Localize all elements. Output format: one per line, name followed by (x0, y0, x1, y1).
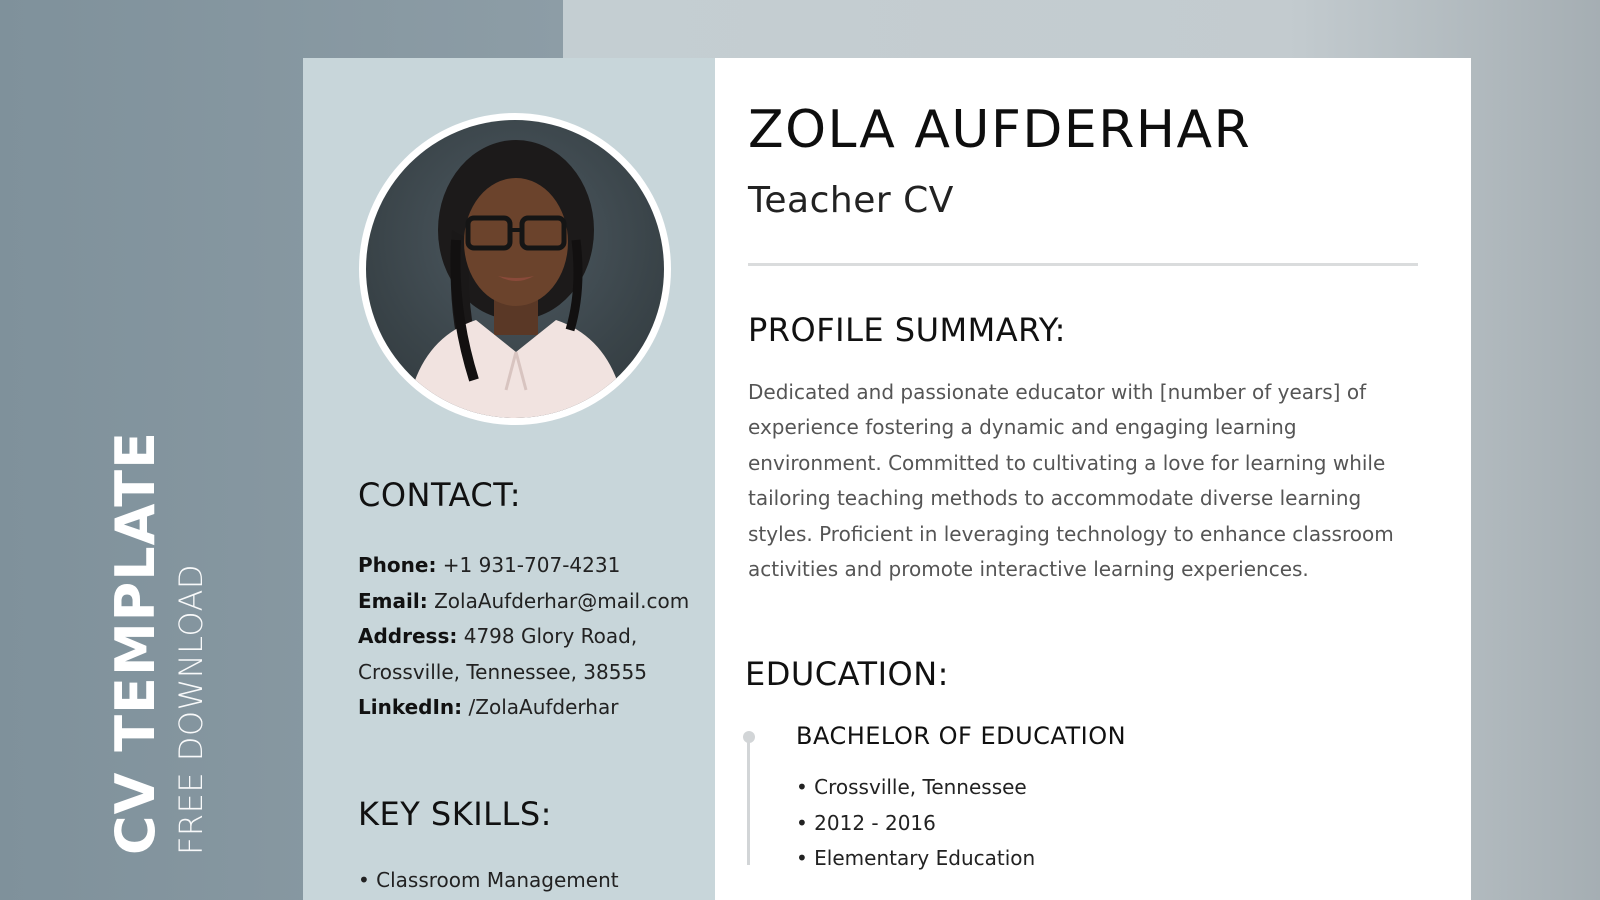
banner-subtitle: FREE DOWNLOAD (172, 564, 210, 855)
address-line-2: Crossville, Tennessee, 38555 (358, 659, 647, 684)
cv-subtitle: Teacher CV (748, 180, 954, 221)
linkedin-label: LinkedIn: (358, 695, 463, 719)
email-label: Email: (358, 588, 428, 613)
education-details (796, 770, 1035, 877)
contact-address (358, 619, 689, 655)
profile-photo (366, 120, 664, 418)
profile-summary: Dedicated and passionate educator with [number of years] of experience fostering a dynamic and engaging learning environment. Committed to cultivating a love for learning while tailoring teaching methods to accommodate diverse learning styles. Proficient in leveraging technology to enhance classroom activities and promote interactive learning experiences. (748, 380, 1394, 582)
skills-list (358, 863, 619, 898)
contact-linkedin (358, 690, 689, 726)
contact-email (358, 584, 689, 620)
contact-phone (358, 548, 689, 584)
contact-info (358, 548, 689, 726)
timeline-line (747, 740, 750, 865)
education-field: • Elementary Education (796, 846, 1036, 870)
degree-title: BACHELOR OF EDUCATION (796, 722, 1127, 750)
education-location: • Crossville, Tennessee (796, 775, 1027, 799)
banner-title: CV TEMPLATE (104, 431, 167, 855)
header-divider (748, 263, 1418, 266)
address-line-1: 4798 Glory Road, (463, 624, 638, 648)
person-name: ZOLA AUFDERHAR (748, 100, 1252, 160)
vertical-banner (103, 431, 213, 855)
skill-item: • Classroom Management (358, 868, 619, 892)
education-heading: EDUCATION: (745, 655, 949, 693)
phone-label: Phone: (358, 553, 437, 577)
education-years: • 2012 - 2016 (796, 810, 936, 835)
phone-value: +1 931-707-4231 (442, 553, 621, 577)
email-value: ZolaAufderhar@mail.com (434, 588, 690, 613)
profile-heading: PROFILE SUMMARY: (748, 311, 1066, 349)
contact-heading: CONTACT: (358, 476, 522, 514)
skills-heading: KEY SKILLS: (358, 795, 552, 833)
address-label: Address: (358, 624, 458, 648)
linkedin-value: /ZolaAufderhar (468, 695, 619, 719)
